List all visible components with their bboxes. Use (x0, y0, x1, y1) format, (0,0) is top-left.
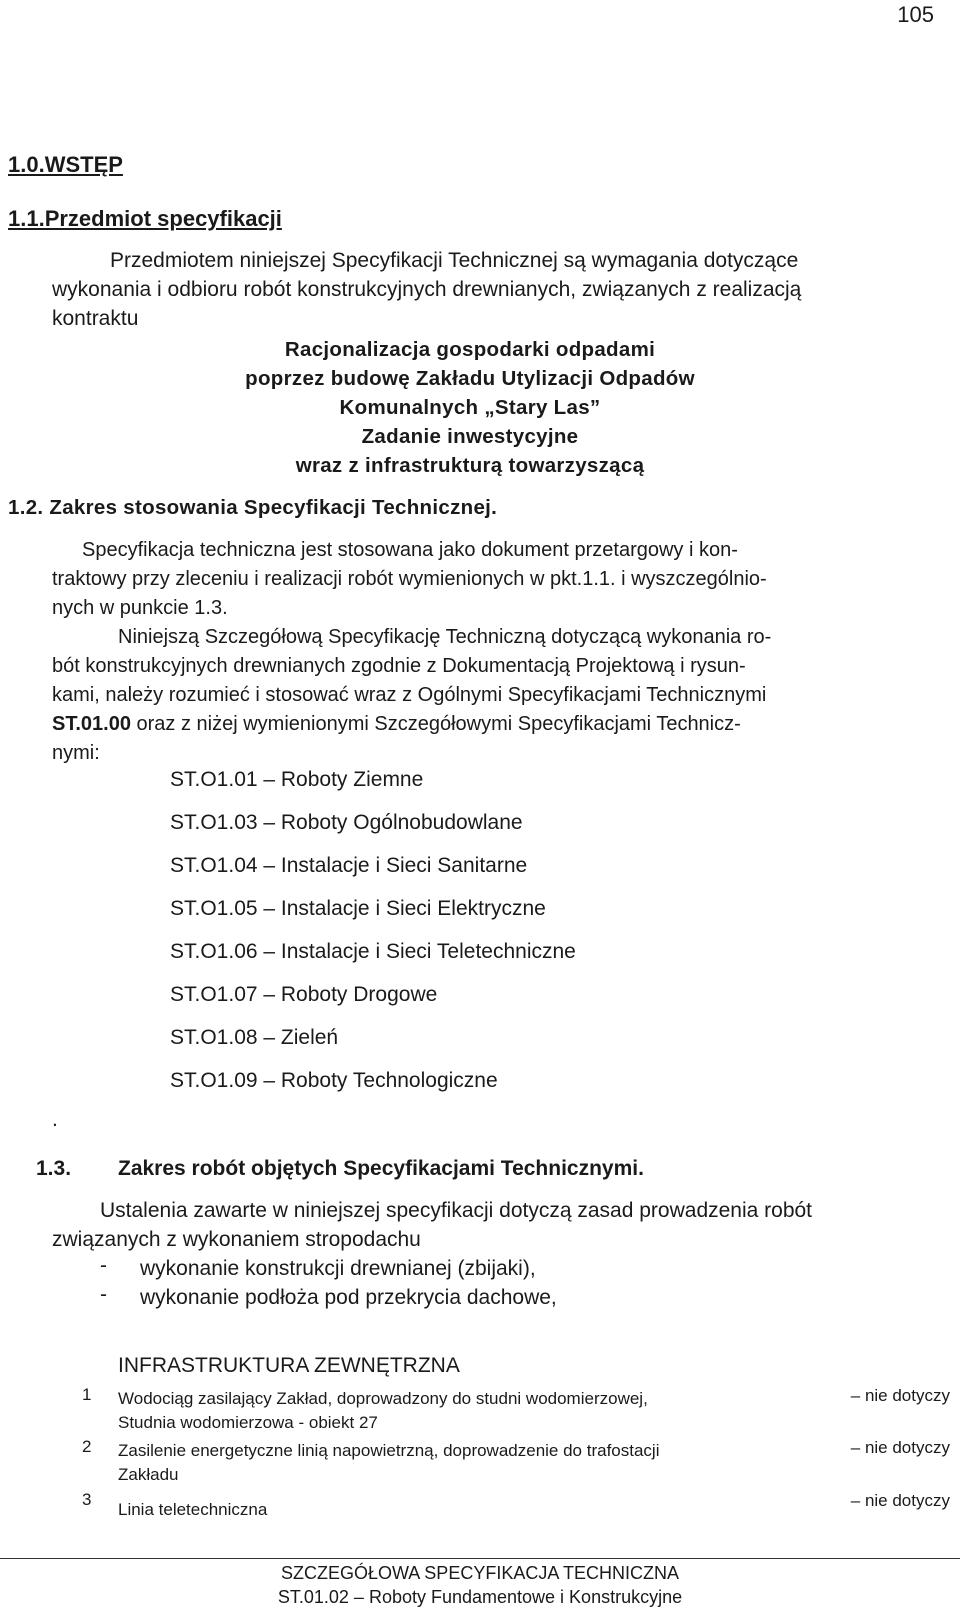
bullet-dash: - (100, 1283, 107, 1306)
scope-line-3: nych w punkcie 1.3. (52, 597, 228, 619)
st-list-item: ST.O1.08 – Zieleń (170, 1026, 339, 1049)
st-list-item: ST.O1.09 – Roboty Technologiczne (170, 1069, 498, 1092)
project-title-line-3: Komunalnych „Stary Las” (339, 396, 601, 419)
page-number: 105 (897, 2, 934, 27)
project-title-line-1: Racjonalizacja gospodarki odpadami (284, 338, 656, 361)
infra-item-text-line-2: Zakładu (118, 1465, 179, 1484)
infra-item-text-line-1: Linia teletechniczna (118, 1500, 268, 1519)
footer-rule (0, 1558, 960, 1559)
st-list-item: ST.O1.07 – Roboty Drogowe (170, 983, 438, 1006)
infra-item-number: 1 (82, 1385, 92, 1404)
works-bullet-1: wykonanie konstrukcji drewnianej (zbijaki), (140, 1257, 536, 1280)
footer-line-2: ST.01.02 – Roboty Fundamentowe i Konstrukcyjne (277, 1587, 683, 1607)
scope-line-1: Specyfikacja techniczna jest stosowana jako dokument przetargowy i kon- (82, 539, 738, 561)
section-heading-1-1: 1.1.Przedmiot specyfikacji (8, 206, 282, 231)
st-general-code: ST.01.00 (52, 713, 131, 735)
section-heading-1-0: 1.0.WSTĘP (8, 152, 123, 177)
intro-line-2: wykonania i odbioru robót konstrukcyjnych drewnianych, związanych z realizacją (52, 278, 802, 301)
st-list-item: ST.O1.01 – Roboty Ziemne (170, 768, 424, 791)
st-list-item: ST.O1.03 – Roboty Ogólnobudowlane (170, 811, 523, 834)
scope-line-2: traktowy przy zleceniu i realizacji robót wymienionych w pkt.1.1. i wyszczególnio- (52, 568, 767, 590)
section-heading-1-3: Zakres robót objętych Specyfikacjami Technicznymi. (118, 1157, 644, 1180)
scope-line-4: Niniejszą Szczegółową Specyfikację Techniczną dotyczącą wykonania ro- (118, 626, 772, 648)
infrastructure-title: INFRASTRUKTURA ZEWNĘTRZNA (118, 1354, 460, 1377)
bullet-dash: - (100, 1254, 107, 1277)
infra-item-status: – nie dotyczy (850, 1386, 950, 1405)
footer-line-1: SZCZEGÓŁOWA SPECYFIKACJA TECHNICZNA (280, 1563, 680, 1583)
section-heading-1-2: 1.2. Zakres stosowania Specyfikacji Technicznej. (8, 496, 498, 519)
stray-dot: . (52, 1108, 58, 1131)
project-title-line-2: poprzez budowę Zakładu Utylizacji Odpadów (245, 367, 695, 390)
works-line-2: związanych z wykonaniem stropodachu (52, 1228, 421, 1251)
project-title-line-5: wraz z infrastrukturą towarzyszącą (295, 454, 645, 477)
infra-item-status: – nie dotyczy (850, 1438, 950, 1457)
infra-item-text-line-1: Zasilenie energetyczne linią napowietrzną, doprowadzenie do trafostacji (118, 1441, 660, 1460)
infra-item-number: 3 (82, 1490, 92, 1509)
scope-line-7 (52, 710, 741, 739)
infra-item-text-line-2: Studnia wodomierzowa - obiekt 27 (118, 1413, 378, 1432)
infra-item-status: – nie dotyczy (850, 1491, 950, 1510)
scope-line-7-rest: oraz z niżej wymienionymi Szczegółowymi Specyfikacjami Technicz- (130, 713, 741, 735)
scope-line-6: kami, należy rozumieć i stosować wraz z Ogólnymi Specyfikacjami Technicznymi (52, 684, 767, 706)
st-list-item: ST.O1.05 – Instalacje i Sieci Elektryczne (170, 897, 546, 920)
project-title-line-4: Zadanie inwestycyjne (361, 425, 579, 448)
works-bullet-2: wykonanie podłoża pod przekrycia dachowe, (140, 1286, 557, 1309)
section-heading-1-3-number: 1.3. (36, 1157, 72, 1180)
works-line-1: Ustalenia zawarte w niniejszej specyfikacji dotyczą zasad prowadzenia robót (100, 1199, 813, 1222)
st-list-item: ST.O1.04 – Instalacje i Sieci Sanitarne (170, 854, 528, 877)
intro-line-1: Przedmiotem niniejszej Specyfikacji Technicznej są wymagania dotyczące (110, 249, 799, 272)
st-list-item: ST.O1.06 – Instalacje i Sieci Teletechniczne (170, 940, 576, 963)
intro-line-3: kontraktu (52, 307, 139, 330)
infra-item-number: 2 (82, 1437, 92, 1456)
scope-line-5: bót konstrukcyjnych drewnianych zgodnie z Dokumentacją Projektową i rysun- (52, 655, 746, 677)
scope-line-8: nymi: (52, 742, 100, 764)
infra-item-text-line-1: Wodociąg zasilający Zakład, doprowadzony do studni wodomierzowej, (118, 1389, 648, 1408)
